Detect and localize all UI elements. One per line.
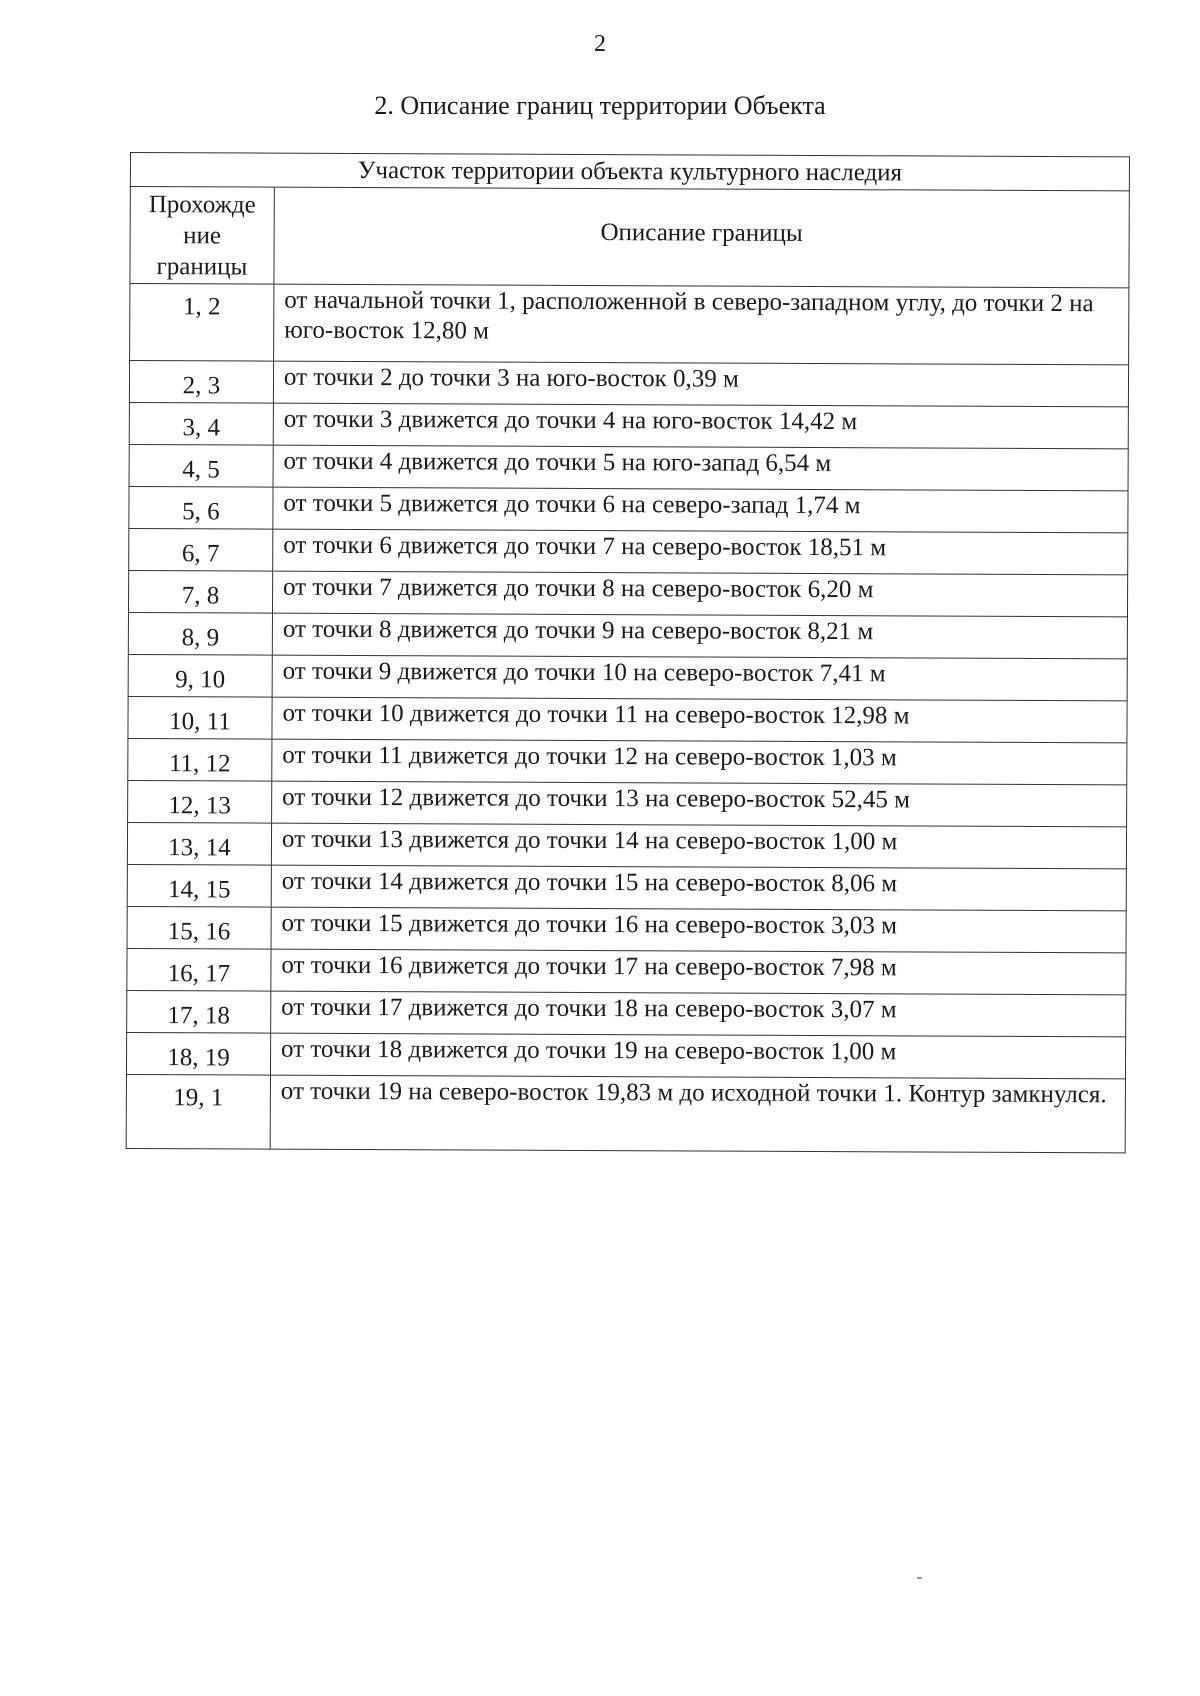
description-cell: от точки 19 на северо-восток 19,83 м до исходной точки 1. Контур замкнулся. <box>270 1075 1125 1153</box>
description-cell: от точки 3 движется до точки 4 на юго-восток 14,42 м <box>273 403 1128 449</box>
passage-cell: 9, 10 <box>128 654 272 697</box>
table-row <box>128 738 1127 784</box>
column-header-description: Описание границы <box>274 187 1129 288</box>
description-cell: от точки 9 движется до точки 10 на северо-восток 7,41 м <box>272 655 1127 701</box>
description-cell: от начальной точки 1, расположенной в северо-западном углу, до точки 2 на юго-восток 12,80 м <box>274 284 1129 365</box>
column-header-passage-line: ние <box>183 221 222 249</box>
passage-cell: 2, 3 <box>129 361 273 404</box>
passage-cell: 8, 9 <box>128 612 272 655</box>
passage-cell: 3, 4 <box>129 402 273 445</box>
passage-cell: 7, 8 <box>128 570 272 613</box>
table-row <box>127 906 1126 952</box>
section-header: Участок территории объекта культурного наследия <box>130 153 1129 191</box>
scan-speck <box>917 1577 922 1579</box>
table-row <box>126 1032 1125 1078</box>
passage-cell: 19, 1 <box>126 1074 270 1149</box>
description-cell: от точки 2 до точки 3 на юго-восток 0,39 м <box>273 361 1128 407</box>
passage-cell: 11, 12 <box>128 738 272 781</box>
table-row <box>128 570 1127 616</box>
passage-cell: 10, 11 <box>128 696 272 739</box>
table-row <box>129 402 1128 448</box>
column-header-passage-line: Прохожде <box>148 190 256 219</box>
table-row <box>129 361 1128 407</box>
passage-cell: 12, 13 <box>128 780 272 823</box>
table-row <box>129 486 1128 532</box>
table-row <box>128 696 1127 742</box>
table-row <box>129 528 1128 574</box>
column-header-passage <box>130 187 274 285</box>
description-cell: от точки 7 движется до точки 8 на северо-восток 6,20 м <box>272 571 1127 617</box>
column-header-passage-line: границы <box>156 252 248 281</box>
table-section-header-row <box>130 153 1129 191</box>
description-cell: от точки 17 движется до точки 18 на северо-восток 3,07 м <box>271 991 1126 1037</box>
table-column-header-row <box>130 187 1129 288</box>
description-cell: от точки 16 движется до точки 17 на северо-восток 7,98 м <box>271 949 1126 995</box>
passage-cell: 6, 7 <box>129 528 273 571</box>
passage-cell: 16, 17 <box>127 948 271 991</box>
description-cell: от точки 15 движется до точки 16 на северо-восток 3,03 м <box>271 907 1126 953</box>
table-row <box>128 612 1127 658</box>
description-cell: от точки 8 движется до точки 9 на северо-восток 8,21 м <box>272 613 1127 659</box>
table-row <box>128 654 1127 700</box>
description-cell: от точки 18 движется до точки 19 на северо-восток 1,00 м <box>270 1033 1125 1079</box>
document-title: 2. Описание границ территории Объекта <box>374 91 826 120</box>
boundary-table <box>126 152 1130 1153</box>
passage-cell: 18, 19 <box>126 1032 270 1075</box>
passage-cell: 5, 6 <box>129 486 273 529</box>
table-row <box>130 284 1129 365</box>
passage-cell: 17, 18 <box>127 990 271 1033</box>
passage-cell: 14, 15 <box>127 864 271 907</box>
table-row <box>127 822 1126 868</box>
description-cell: от точки 12 движется до точки 13 на северо-восток 52,45 м <box>272 781 1127 827</box>
table-row <box>126 1074 1125 1152</box>
page-number: 2 <box>594 31 606 57</box>
description-cell: от точки 13 движется до точки 14 на северо-восток 1,00 м <box>271 823 1126 869</box>
table-row <box>127 864 1126 910</box>
passage-cell: 13, 14 <box>127 822 271 865</box>
description-cell: от точки 14 движется до точки 15 на северо-восток 8,06 м <box>271 865 1126 911</box>
table-row <box>127 990 1126 1036</box>
table-row <box>128 780 1127 826</box>
description-cell: от точки 6 движется до точки 7 на северо-восток 18,51 м <box>273 529 1128 575</box>
description-cell: от точки 11 движется до точки 12 на северо-восток 1,03 м <box>272 739 1127 785</box>
description-cell: от точки 10 движется до точки 11 на северо-восток 12,98 м <box>272 697 1127 743</box>
table-row <box>129 444 1128 490</box>
description-cell: от точки 5 движется до точки 6 на северо-запад 1,74 м <box>273 487 1128 533</box>
description-cell: от точки 4 движется до точки 5 на юго-запад 6,54 м <box>273 445 1128 491</box>
passage-cell: 4, 5 <box>129 444 273 487</box>
passage-cell: 15, 16 <box>127 906 271 949</box>
passage-cell: 1, 2 <box>130 284 274 362</box>
table-row <box>127 948 1126 994</box>
